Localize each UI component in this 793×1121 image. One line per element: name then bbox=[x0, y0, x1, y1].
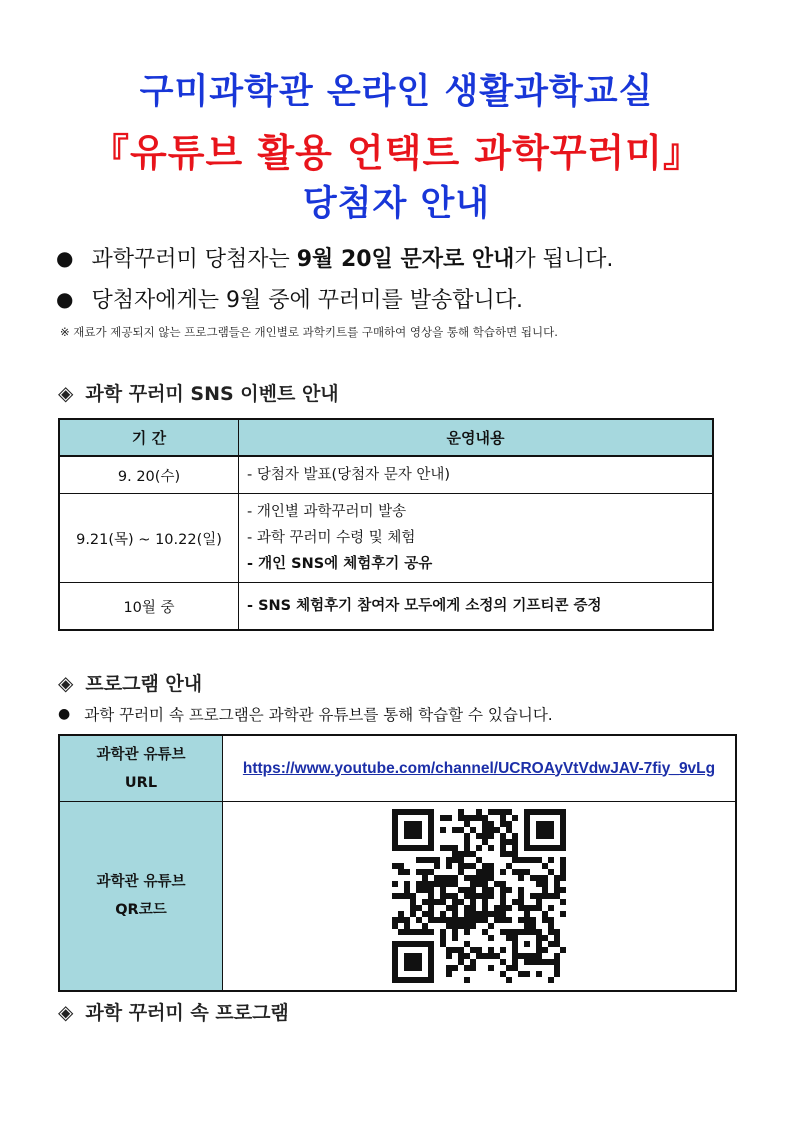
qr-label-cell: 과학관 유튜브 QR코드 bbox=[59, 802, 223, 992]
title-line-1: 구미과학관 온라인 생활과학교실 bbox=[139, 72, 654, 112]
content-cell: - SNS 체험후기 참여자 모두에게 소정의 기프티콘 증정 bbox=[239, 583, 714, 631]
note-text: ※ 재료가 제공되지 않는 프로그램들은 개인별로 과학키트를 구매하여 영상을 통해 학습하면 됩니다. bbox=[60, 325, 558, 339]
filled-circle-icon: ● bbox=[56, 245, 74, 270]
diamond-icon: ◈ bbox=[58, 999, 74, 1024]
url-label-cell: 과학관 유튜브 URL bbox=[59, 735, 223, 802]
title-line-3: 당첨자 안내 bbox=[302, 184, 491, 224]
bullet-item-2 bbox=[56, 283, 523, 314]
bullet-text: 당첨자에게는 9월 중에 꾸러미를 발송합니다. bbox=[91, 288, 523, 313]
table-row bbox=[59, 735, 736, 802]
section-heading-program: ◈ 프로그램 안내 bbox=[58, 670, 203, 695]
table-header-period: 기 간 bbox=[59, 419, 239, 456]
url-cell bbox=[223, 735, 737, 802]
qr-cell bbox=[223, 802, 737, 992]
sns-event-table bbox=[58, 418, 714, 631]
content-cell: - 개인별 과학꾸러미 발송 - 과학 꾸러미 수령 및 체험 - 개인 SNS에 체험후기 공유 bbox=[239, 494, 714, 583]
program-table bbox=[58, 734, 737, 992]
period-cell: 9. 20(수) bbox=[59, 456, 239, 494]
section-heading-contents: ◈ 과학 꾸러미 속 프로그램 bbox=[58, 999, 289, 1024]
table-header-content: 운영내용 bbox=[239, 419, 714, 456]
table-row bbox=[59, 494, 713, 583]
table-row bbox=[59, 456, 713, 494]
qr-code-image bbox=[392, 809, 566, 983]
filled-circle-icon: ● bbox=[58, 706, 71, 722]
period-cell: 9.21(목) ~ 10.22(일) bbox=[59, 494, 239, 583]
program-bullet: ● 과학 꾸러미 속 프로그램은 과학관 유튜브를 통해 학습할 수 있습니다. bbox=[58, 706, 553, 724]
table-row bbox=[59, 802, 736, 992]
youtube-channel-link[interactable]: https://www.youtube.com/channel/UCROAyVtVdwJAV-7fiy_9vLg bbox=[242, 759, 716, 777]
bullet-text: 과학꾸러미 당첨자는 9월 20일 문자로 안내가 됩니다. bbox=[91, 247, 614, 272]
content-cell: - 당첨자 발표(당첨자 문자 안내) bbox=[239, 456, 714, 494]
table-row bbox=[59, 583, 713, 631]
bullet-item-1 bbox=[56, 242, 613, 273]
section-heading-sns: ◈ 과학 꾸러미 SNS 이벤트 안내 bbox=[58, 380, 339, 405]
diamond-icon: ◈ bbox=[58, 380, 74, 405]
title-line-2: 『유튜브 활용 언택트 과학꾸러미』 bbox=[91, 131, 702, 175]
period-cell: 10월 중 bbox=[59, 583, 239, 631]
diamond-icon: ◈ bbox=[58, 670, 74, 695]
filled-circle-icon: ● bbox=[56, 286, 74, 311]
